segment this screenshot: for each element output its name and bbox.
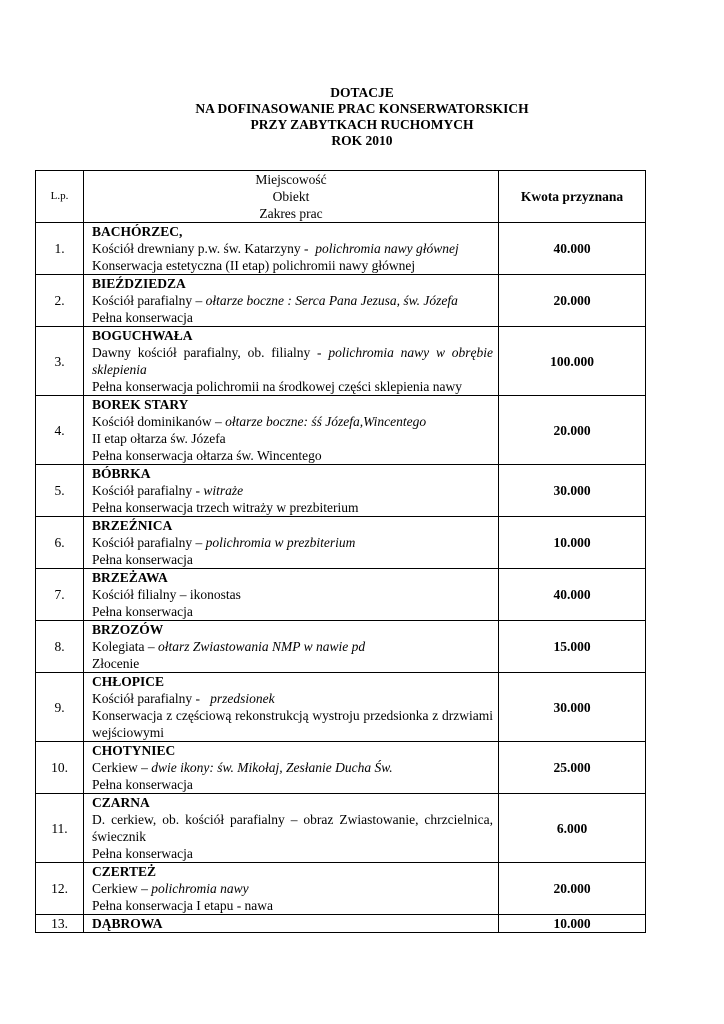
object-line xyxy=(92,586,493,603)
row-amount: 20.000 xyxy=(499,396,646,465)
header-place-line: Miejscowość xyxy=(255,172,327,187)
row-amount: 30.000 xyxy=(499,465,646,517)
table-row xyxy=(36,465,646,517)
object-text: Cerkiew – xyxy=(92,760,152,775)
table-row xyxy=(36,396,646,465)
object-text: Kolegiata – xyxy=(92,639,158,654)
row-description xyxy=(84,742,499,794)
row-description xyxy=(84,275,499,327)
object-work-text: polichromia nawy w obrębie sklepienia xyxy=(92,345,493,377)
object-work-text: przedsionek xyxy=(210,691,275,706)
object-work-text: polichromia nawy głównej xyxy=(315,241,459,256)
object-work-text: ołtarze boczne : Serca Pana Jezusa, św. Józefa xyxy=(205,293,458,308)
place-name: CZERTEŻ xyxy=(92,864,157,879)
scope-line: Złocenie xyxy=(92,656,140,671)
row-number: 6. xyxy=(36,517,84,569)
scope-line: Konserwacja estetyczna (II etap) polichromii nawy głównej xyxy=(92,258,416,273)
row-amount: 20.000 xyxy=(499,863,646,915)
row-amount: 20.000 xyxy=(499,275,646,327)
row-number: 12. xyxy=(36,863,84,915)
object-work-text: witraże xyxy=(203,483,244,498)
object-text: Kościół parafialny – xyxy=(92,535,206,550)
object-line xyxy=(92,482,493,499)
scope-line: Pełna konserwacja xyxy=(92,777,193,792)
scope-line: II etap ołtarza św. Józefa xyxy=(92,431,226,446)
row-description xyxy=(84,396,499,465)
object-line xyxy=(92,344,493,378)
table-row xyxy=(36,275,646,327)
row-amount: 10.000 xyxy=(499,915,646,933)
place-name: BOGUCHWAŁA xyxy=(92,328,193,343)
place-name: DĄBROWA xyxy=(92,916,163,931)
row-description xyxy=(84,863,499,915)
object-line xyxy=(92,240,493,257)
row-number: 5. xyxy=(36,465,84,517)
header-place xyxy=(84,171,499,223)
row-number: 13. xyxy=(36,915,84,933)
header-lp: L.p. xyxy=(36,171,84,223)
object-line xyxy=(92,534,493,551)
row-amount: 6.000 xyxy=(499,794,646,863)
row-amount: 40.000 xyxy=(499,223,646,275)
row-number: 11. xyxy=(36,794,84,863)
object-work-text: ołtarze boczne: śś Józefa,Wincentego xyxy=(225,414,427,429)
place-name: BRZEŹNICA xyxy=(92,518,173,533)
row-description xyxy=(84,794,499,863)
row-description xyxy=(84,517,499,569)
table-row xyxy=(36,569,646,621)
row-number: 1. xyxy=(36,223,84,275)
place-name: CZARNA xyxy=(92,795,150,810)
object-work-text: polichromia w prezbiterium xyxy=(205,535,356,550)
table-row xyxy=(36,742,646,794)
object-text: Kościół parafialny – xyxy=(92,293,206,308)
object-text: Cerkiew – xyxy=(92,881,152,896)
object-work-text: ołtarz Zwiastowania NMP w nawie pd xyxy=(157,639,366,654)
place-name: BACHÓRZEC, xyxy=(92,224,183,239)
row-number: 9. xyxy=(36,673,84,742)
row-number: 10. xyxy=(36,742,84,794)
table-row xyxy=(36,915,646,933)
row-amount: 30.000 xyxy=(499,673,646,742)
scope-line: Pełna konserwacja xyxy=(92,846,193,861)
grants-table xyxy=(35,170,646,933)
row-amount: 40.000 xyxy=(499,569,646,621)
table-row xyxy=(36,794,646,863)
document-title xyxy=(0,85,724,149)
place-name: BRZEŻAWA xyxy=(92,570,168,585)
row-description xyxy=(84,465,499,517)
scope-line: Pełna konserwacja xyxy=(92,552,193,567)
place-name: BRZOZÓW xyxy=(92,622,164,637)
title-line: ROK 2010 xyxy=(331,133,393,148)
object-text: Kościół parafialny - xyxy=(92,691,211,706)
table-row xyxy=(36,673,646,742)
row-description xyxy=(84,621,499,673)
object-line xyxy=(92,292,493,309)
row-number: 2. xyxy=(36,275,84,327)
row-amount: 100.000 xyxy=(499,327,646,396)
scope-line: Pełna konserwacja xyxy=(92,604,193,619)
scope-line: Pełna konserwacja I etapu - nawa xyxy=(92,898,274,913)
scope-line: Pełna konserwacja ołtarza św. Wincentego xyxy=(92,448,322,463)
table-row xyxy=(36,327,646,396)
object-text: Dawny kościół parafialny, ob. filialny - xyxy=(92,345,329,360)
row-number: 3. xyxy=(36,327,84,396)
object-line xyxy=(92,880,493,897)
object-work-text: polichromia nawy xyxy=(151,881,249,896)
object-text: Kościół dominikanów – xyxy=(92,414,226,429)
object-line xyxy=(92,690,493,707)
object-line xyxy=(92,638,493,655)
table-row xyxy=(36,621,646,673)
object-text: Kościół drewniany p.w. św. Katarzyny - xyxy=(92,241,316,256)
object-line xyxy=(92,759,493,776)
table-row xyxy=(36,863,646,915)
object-text: Kościół parafialny - xyxy=(92,483,204,498)
row-number: 8. xyxy=(36,621,84,673)
object-line xyxy=(92,811,497,845)
row-description xyxy=(84,223,499,275)
object-text: D. cerkiew, ob. kościół parafialny – obraz Zwiastowanie, chrzcielnica, świecznik xyxy=(92,812,497,844)
place-name: CHŁOPICE xyxy=(92,674,165,689)
header-amount: Kwota przyznana xyxy=(499,171,646,223)
object-work-text: dwie ikony: św. Mikołaj, Zesłanie Ducha Św. xyxy=(151,760,393,775)
table-row xyxy=(36,517,646,569)
title-line: PRZY ZABYTKACH RUCHOMYCH xyxy=(250,117,474,132)
object-text: Kościół filialny – ikonostas xyxy=(92,587,241,602)
row-number: 7. xyxy=(36,569,84,621)
object-line xyxy=(92,413,493,430)
scope-line: Pełna konserwacja xyxy=(92,310,193,325)
title-line: NA DOFINASOWANIE PRAC KONSERWATORSKICH xyxy=(195,101,529,116)
scope-line: Konserwacja z częściową rekonstrukcją wystroju przedsionka z drzwiami wejściowymi xyxy=(92,708,493,740)
table-row xyxy=(36,223,646,275)
table-body xyxy=(36,223,646,933)
header-place-line: Obiekt xyxy=(272,189,310,204)
place-name: CHOTYNIEC xyxy=(92,743,176,758)
row-description xyxy=(84,569,499,621)
scope-line: Pełna konserwacja polichromii na środkowej części sklepienia nawy xyxy=(92,379,463,394)
row-description xyxy=(84,673,499,742)
row-description xyxy=(84,915,499,933)
row-number: 4. xyxy=(36,396,84,465)
place-name: BIEŹDZIEDZA xyxy=(92,276,186,291)
place-name: BÓBRKA xyxy=(92,466,151,481)
row-description xyxy=(84,327,499,396)
row-amount: 15.000 xyxy=(499,621,646,673)
title-line: DOTACJE xyxy=(330,85,394,100)
scope-line: Pełna konserwacja trzech witraży w prezbiterium xyxy=(92,500,359,515)
header-place-line: Zakres prac xyxy=(259,206,323,221)
row-amount: 25.000 xyxy=(499,742,646,794)
row-amount: 10.000 xyxy=(499,517,646,569)
table-header-row xyxy=(36,171,646,223)
place-name: BOREK STARY xyxy=(92,397,189,412)
